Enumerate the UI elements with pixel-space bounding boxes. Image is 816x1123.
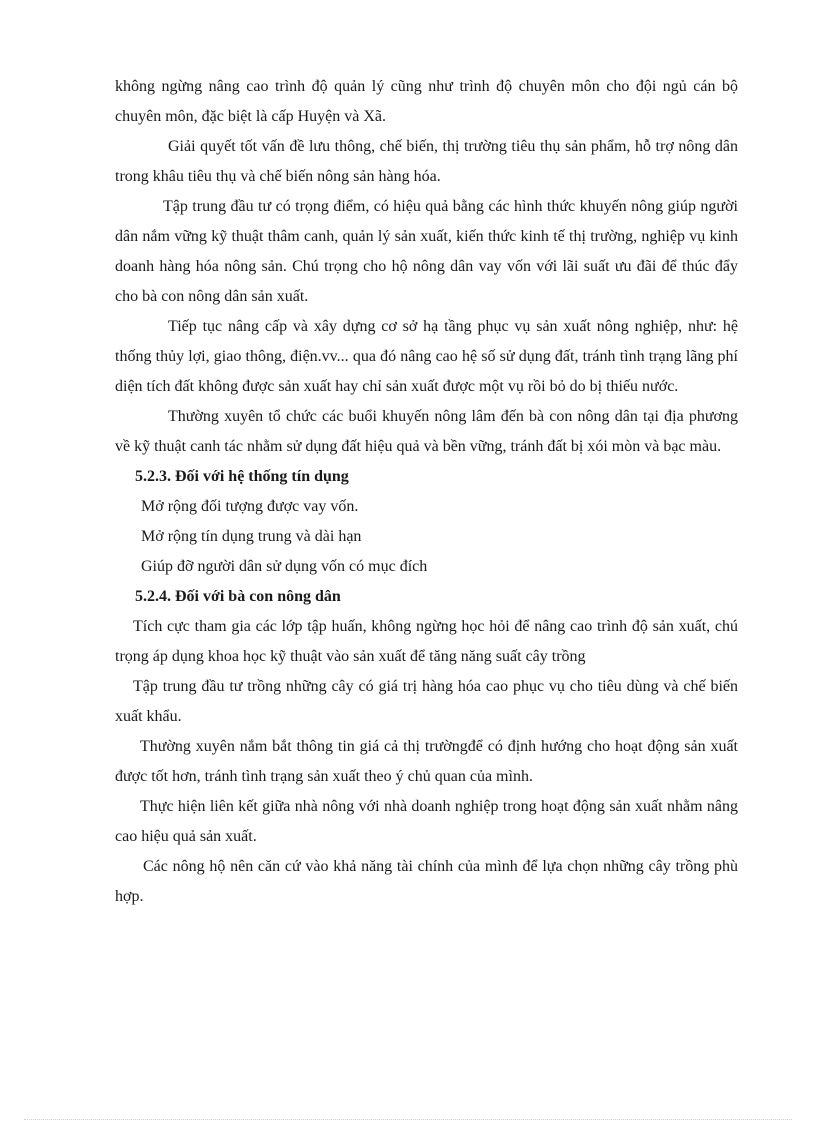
list-item: Mở rộng tín dụng trung và dài hạn — [141, 528, 362, 545]
section-heading-farmers: 5.2.4. Đối với bà con nông dân — [135, 588, 341, 605]
paragraph-farmers-market: Thường xuyên nắm bắt thông tin giá cả thị trườngđể có định hướng cho hoạt động sản xuất được tốt hơn, tránh tình trạng sản xuất theo ý chủ quan của mình. — [115, 738, 738, 785]
list-item: Mở rộng đối tượng được vay vốn. — [141, 498, 359, 515]
paragraph-farmers-training: Tích cực tham gia các lớp tập huấn, không ngừng học hỏi để nâng cao trình độ sản xuất, chú trọng áp dụng khoa học kỹ thuật vào sản xuất để tăng năng suất cây trồng — [115, 618, 738, 665]
list-item: Giúp đỡ người dân sử dụng vốn có mục đích — [141, 558, 428, 575]
paragraph-training: Thường xuyên tổ chức các buổi khuyến nông lâm đến bà con nông dân tại địa phương về kỹ thuật canh tác nhằm sử dụng đất hiệu quả và bền vững, tránh đất bị xói mòn và bạc màu. — [115, 408, 738, 455]
document-body — [115, 72, 738, 912]
paragraph-farmers-finance: Các nông hộ nên căn cứ vào khả năng tài chính của mình để lựa chọn những cây trồng phù hợp. — [115, 858, 738, 905]
paragraph-extension-investment: Tập trung đầu tư có trọng điểm, có hiệu quả bằng các hình thức khuyến nông giúp người dân nắm vững kỹ thuật thâm canh, quản lý sản xuất, kiến thức kinh tế thị trường, nghiệp vụ kinh doanh hàng hóa nông sản. Chú trọng cho hộ nông dân vay vốn với lãi suất ưu đãi để thúc đẩy cho bà con nông dân sản xuất. — [115, 198, 738, 305]
paragraph-infrastructure: Tiếp tục nâng cấp và xây dựng cơ sở hạ tầng phục vụ sản xuất nông nghiệp, như: hệ thống thủy lợi, giao thông, điện.vv... qua đó nâng cao hệ số sử dụng đất, tránh tình trạng lãng phí diện tích đất không được sản xuất hay chỉ sản xuất được một vụ rồi bỏ do bị thiếu nước. — [115, 318, 738, 395]
paragraph-continuation: không ngừng nâng cao trình độ quản lý cũng như trình độ chuyên môn cho đội ngủ cán bộ chuyên môn, đặc biệt là cấp Huyện và Xã. — [115, 78, 738, 125]
paragraph-marketing: Giải quyết tốt vấn đề lưu thông, chế biến, thị trường tiêu thụ sản phẩm, hỗ trợ nông dân trong khâu tiêu thụ và chế biến nông sản hàng hóa. — [115, 138, 738, 185]
paragraph-farmers-crops: Tập trung đầu tư trồng những cây có giá trị hàng hóa cao phục vụ cho tiêu dùng và chế biến xuất khẩu. — [115, 678, 738, 725]
page-bottom-divider — [24, 1119, 792, 1120]
section-heading-credit: 5.2.3. Đối với hệ thống tín dụng — [135, 468, 349, 485]
paragraph-farmers-linkage: Thực hiện liên kết giữa nhà nông với nhà doanh nghiệp trong hoạt động sản xuất nhằm nâng cao hiệu quả sản xuất. — [115, 798, 738, 845]
